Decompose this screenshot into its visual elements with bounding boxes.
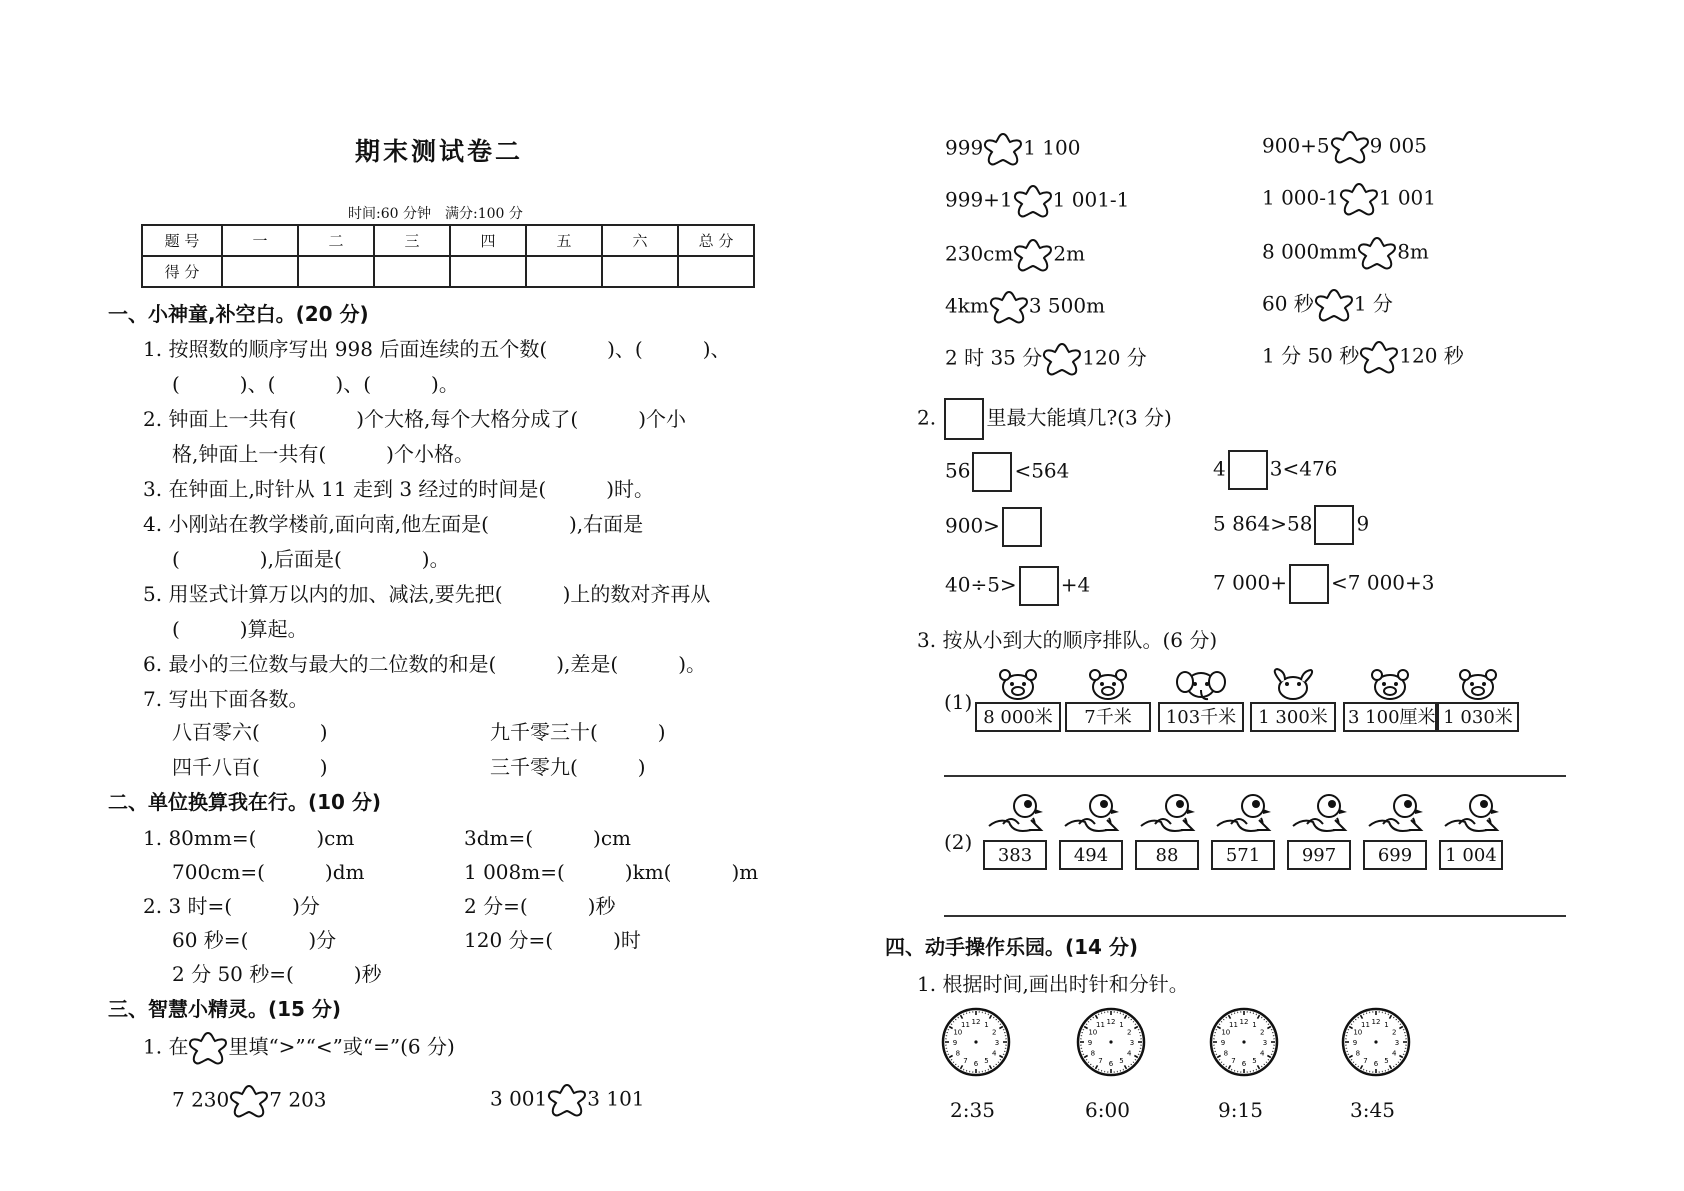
svg-text:6: 6 xyxy=(1108,1060,1114,1068)
svg-text:5: 5 xyxy=(1252,1057,1257,1066)
conversion-item: 2. 3 时=( )分 xyxy=(143,894,320,918)
pig-icon xyxy=(1452,668,1504,702)
time-label: 6:00 xyxy=(1085,1098,1130,1122)
score-header-cell: 三 xyxy=(374,225,450,256)
compare-right: 1 100 xyxy=(1023,135,1081,160)
elephant-icon xyxy=(1175,668,1227,702)
box-left: 40÷5> xyxy=(945,572,1017,597)
score-header-cell: 一 xyxy=(222,225,298,256)
question-line: 格,钟面上一共有( )个小格。 xyxy=(172,442,474,466)
number-label: 88 xyxy=(1135,840,1199,870)
compare-item xyxy=(945,131,1080,167)
answer-box[interactable] xyxy=(1228,450,1268,490)
flower-icon[interactable] xyxy=(1337,181,1381,217)
score-header-cell: 总 分 xyxy=(678,225,754,256)
compare-item xyxy=(1262,287,1393,323)
section1-heading: 一、小神童,补空白。(20 分) xyxy=(108,302,369,326)
svg-text:4: 4 xyxy=(991,1049,997,1058)
bird-card xyxy=(1438,790,1504,870)
svg-text:12: 12 xyxy=(1239,1018,1249,1026)
bird-icon xyxy=(1289,790,1349,840)
compare-right: 7 203 xyxy=(269,1087,327,1112)
compare-item xyxy=(945,183,1129,219)
svg-text:4: 4 xyxy=(1259,1049,1265,1058)
svg-text:12: 12 xyxy=(1371,1018,1381,1026)
box-left: 7 000+ xyxy=(1213,570,1288,595)
bird-icon xyxy=(1137,790,1197,840)
flower-icon[interactable] xyxy=(227,1083,271,1119)
answer-box[interactable] xyxy=(944,398,984,440)
compare-item xyxy=(1262,129,1427,165)
compare-right: 120 秒 xyxy=(1399,343,1464,368)
compare-right: 1 分 xyxy=(1353,291,1393,316)
conversion-item: 700cm=( )dm xyxy=(172,860,365,884)
box-right: 9 xyxy=(1356,511,1370,536)
compare-left: 999+1 xyxy=(945,187,1013,212)
number-label: 494 xyxy=(1059,840,1123,870)
svg-text:11: 11 xyxy=(1361,1020,1370,1029)
score-row-label: 得 分 xyxy=(142,256,222,287)
conversion-item: 2 分 50 秒=( )秒 xyxy=(172,962,382,986)
svg-text:10: 10 xyxy=(1221,1028,1231,1037)
order-label-1: (1) xyxy=(944,690,973,714)
answer-box[interactable] xyxy=(1002,507,1042,547)
score-header-cell: 四 xyxy=(450,225,526,256)
svg-text:9: 9 xyxy=(1087,1039,1093,1047)
compare-left: 230cm xyxy=(945,241,1014,266)
conversion-item: 120 分=( )时 xyxy=(464,928,641,952)
distance-label: 8 000米 xyxy=(975,702,1061,732)
box-left: 56 xyxy=(945,458,971,483)
flower-icon[interactable] xyxy=(1357,339,1401,375)
distance-label: 3 100厘米 xyxy=(1343,702,1437,732)
compare-right: 3 500m xyxy=(1028,293,1106,318)
conversion-item: 3dm=( )cm xyxy=(464,826,632,850)
box-left: 4 xyxy=(1213,456,1226,481)
number-label: 383 xyxy=(983,840,1047,870)
compare-left: 4km xyxy=(945,293,989,318)
svg-text:7: 7 xyxy=(1098,1057,1103,1066)
bird-card xyxy=(1134,790,1200,870)
flower-icon[interactable] xyxy=(1011,183,1055,219)
bird-card xyxy=(1362,790,1428,870)
animal-card xyxy=(1343,668,1437,732)
animal-card xyxy=(1065,668,1151,732)
svg-text:3: 3 xyxy=(1262,1039,1268,1047)
bird-icon xyxy=(985,790,1045,840)
bird-icon xyxy=(1441,790,1501,840)
compare-right: 2m xyxy=(1053,241,1086,266)
bird-card xyxy=(982,790,1048,870)
svg-text:12: 12 xyxy=(971,1018,981,1026)
animal-card xyxy=(1437,668,1519,732)
question-text: 里最大能填几?(3 分) xyxy=(986,405,1172,430)
box-item xyxy=(945,507,1044,547)
question-line: 3. 在钟面上,时针从 11 走到 3 经过的时间是( )时。 xyxy=(143,477,655,501)
svg-text:5: 5 xyxy=(1384,1057,1389,1066)
flower-icon[interactable] xyxy=(545,1082,589,1118)
box-left: 900> xyxy=(945,513,1000,538)
box-left: 5 864>58 xyxy=(1213,511,1313,536)
question-number: 2. xyxy=(917,405,937,430)
flower-icon[interactable] xyxy=(1312,287,1356,323)
flower-icon[interactable] xyxy=(1011,237,1055,273)
svg-text:12: 12 xyxy=(1106,1018,1116,1026)
sheep-icon xyxy=(1364,668,1416,702)
section4-heading: 四、动手操作乐园。(14 分) xyxy=(885,935,1139,959)
question-3-instruction: 3. 按从小到大的顺序排队。(6 分) xyxy=(917,628,1218,652)
question-line: ( ),后面是( )。 xyxy=(172,547,450,571)
score-header-cell: 六 xyxy=(602,225,678,256)
distance-label: 1 030米 xyxy=(1437,702,1519,732)
score-cell[interactable] xyxy=(526,256,602,287)
pig-icon xyxy=(992,668,1044,702)
question-line: 2. 钟面上一共有( )个大格,每个大格分成了( )个小 xyxy=(143,407,687,431)
svg-text:3: 3 xyxy=(1129,1039,1135,1047)
number-label: 571 xyxy=(1211,840,1275,870)
score-cell[interactable] xyxy=(374,256,450,287)
bear-icon xyxy=(1082,668,1134,702)
question-line: 1. 按照数的顺序写出 998 后面连续的五个数( )、( )、 xyxy=(143,337,731,361)
svg-text:9: 9 xyxy=(1352,1039,1358,1047)
flower-icon[interactable] xyxy=(981,131,1025,167)
clock-face[interactable] xyxy=(1340,1006,1412,1078)
svg-text:6: 6 xyxy=(973,1060,979,1068)
bird-icon xyxy=(1365,790,1425,840)
compare-left: 1 分 50 秒 xyxy=(1262,343,1360,368)
number-item: 四千八百( ) xyxy=(172,755,328,779)
question-line: 5. 用竖式计算万以内的加、减法,要先把( )上的数对齐再从 xyxy=(143,582,711,606)
svg-text:8: 8 xyxy=(1223,1049,1229,1058)
score-header-cell: 五 xyxy=(526,225,602,256)
dog-icon xyxy=(1267,668,1319,702)
svg-text:11: 11 xyxy=(1229,1020,1238,1029)
number-label: 1 004 xyxy=(1439,840,1503,870)
score-header-cell: 二 xyxy=(298,225,374,256)
question-line: 1. 根据时间,画出时针和分针。 xyxy=(917,972,1189,996)
svg-text:1: 1 xyxy=(1384,1020,1389,1029)
time-label: 9:15 xyxy=(1218,1098,1263,1122)
exam-info: 时间:60 分钟 满分:100 分 xyxy=(348,206,523,222)
compare-right: 120 分 xyxy=(1082,345,1147,370)
svg-text:9: 9 xyxy=(1220,1039,1226,1047)
number-item: 八百零六( ) xyxy=(172,720,328,744)
answer-box[interactable] xyxy=(1314,505,1354,545)
clock-face[interactable] xyxy=(1208,1006,1280,1078)
compare-left: 900+5 xyxy=(1262,133,1330,158)
compare-right: 1 001 xyxy=(1378,185,1437,210)
svg-text:5: 5 xyxy=(1119,1057,1124,1066)
flower-icon[interactable] xyxy=(1040,341,1084,377)
bird-card xyxy=(1286,790,1352,870)
compare-item xyxy=(490,1082,645,1118)
bird-icon xyxy=(1061,790,1121,840)
conversion-item: 2 分=( )秒 xyxy=(464,894,616,918)
compare-item xyxy=(945,289,1105,325)
animal-card xyxy=(1158,668,1244,732)
svg-text:9: 9 xyxy=(952,1039,958,1047)
svg-text:7: 7 xyxy=(1363,1057,1368,1066)
number-item: 九千零三十( ) xyxy=(490,720,666,744)
flower-icon[interactable] xyxy=(1355,235,1399,271)
section2-heading: 二、单位换算我在行。(10 分) xyxy=(108,790,382,814)
score-cell[interactable] xyxy=(678,256,754,287)
svg-text:8: 8 xyxy=(1090,1049,1096,1058)
box-right: <564 xyxy=(1014,458,1070,483)
svg-text:8: 8 xyxy=(1355,1049,1361,1058)
compare-left: 7 230 xyxy=(172,1087,230,1112)
answer-box[interactable] xyxy=(1019,566,1059,606)
svg-text:2: 2 xyxy=(991,1028,997,1037)
score-header-cell: 题 号 xyxy=(142,225,222,256)
svg-text:2: 2 xyxy=(1259,1028,1265,1037)
svg-text:5: 5 xyxy=(984,1057,989,1066)
box-item xyxy=(1213,450,1337,490)
compare-left: 999 xyxy=(945,135,984,160)
clock-face[interactable] xyxy=(1075,1006,1147,1078)
time-label: 3:45 xyxy=(1350,1098,1395,1122)
bird-icon xyxy=(1213,790,1273,840)
clock-face[interactable] xyxy=(940,1006,1012,1078)
score-table xyxy=(141,224,755,288)
question-line: ( )、( )、( )。 xyxy=(172,372,459,396)
box-item xyxy=(945,566,1090,606)
question-line: 7. 写出下面各数。 xyxy=(143,687,309,711)
svg-text:4: 4 xyxy=(1391,1049,1397,1058)
svg-text:1: 1 xyxy=(1252,1020,1257,1029)
svg-text:1: 1 xyxy=(984,1020,989,1029)
compare-item xyxy=(1262,339,1464,375)
compare-item xyxy=(1262,235,1429,271)
question-2-instruction xyxy=(917,398,1172,440)
animal-card xyxy=(975,668,1061,732)
distance-label: 1 300米 xyxy=(1250,702,1336,732)
order-label-2: (2) xyxy=(944,830,973,854)
bird-card xyxy=(1210,790,1276,870)
box-item xyxy=(945,452,1069,492)
flower-icon xyxy=(186,1030,230,1066)
svg-text:2: 2 xyxy=(1391,1028,1397,1037)
svg-text:8: 8 xyxy=(955,1049,961,1058)
box-right: <7 000+3 xyxy=(1331,570,1435,595)
number-label: 997 xyxy=(1287,840,1351,870)
box-item xyxy=(1213,505,1369,545)
answer-line[interactable] xyxy=(944,775,1566,777)
score-cell[interactable] xyxy=(450,256,526,287)
compare-right: 9 005 xyxy=(1369,133,1427,158)
section3-heading: 三、智慧小精灵。(15 分) xyxy=(108,997,342,1021)
time-label: 2:35 xyxy=(950,1098,995,1122)
animal-card xyxy=(1250,668,1336,732)
box-right: 3<476 xyxy=(1269,456,1338,481)
score-cell[interactable] xyxy=(298,256,374,287)
answer-line[interactable] xyxy=(944,915,1566,917)
score-cell[interactable] xyxy=(602,256,678,287)
instruction-prefix: 1. 在 xyxy=(143,1034,189,1059)
compare-left: 8 000mm xyxy=(1262,239,1358,264)
question-line: ( )算起。 xyxy=(172,617,308,641)
compare-item xyxy=(1262,181,1436,217)
bird-card xyxy=(1058,790,1124,870)
svg-text:7: 7 xyxy=(963,1057,968,1066)
compare-left: 2 时 35 分 xyxy=(945,345,1043,370)
flower-icon[interactable] xyxy=(1328,129,1372,165)
compare-right: 3 101 xyxy=(587,1086,645,1111)
compare-right: 8m xyxy=(1397,239,1429,264)
svg-text:6: 6 xyxy=(1373,1060,1379,1068)
conversion-item: 60 秒=( )分 xyxy=(172,928,337,952)
svg-text:11: 11 xyxy=(1096,1020,1105,1029)
question-line: 6. 最小的三位数与最大的二位数的和是( ),差是( )。 xyxy=(143,652,707,676)
svg-text:10: 10 xyxy=(1353,1028,1363,1037)
answer-box[interactable] xyxy=(1289,564,1329,604)
svg-text:10: 10 xyxy=(1088,1028,1098,1037)
compare-item xyxy=(945,237,1085,273)
compare-item xyxy=(945,341,1147,377)
answer-box[interactable] xyxy=(972,452,1012,492)
svg-text:2: 2 xyxy=(1126,1028,1132,1037)
number-label: 699 xyxy=(1363,840,1427,870)
conversion-item: 1. 80mm=( )cm xyxy=(143,826,355,850)
svg-text:3: 3 xyxy=(994,1039,1000,1047)
flower-icon[interactable] xyxy=(987,289,1031,325)
score-cell[interactable] xyxy=(222,256,298,287)
conversion-item: 1 008m=( )km( )m xyxy=(464,860,759,884)
compare-left: 60 秒 xyxy=(1262,291,1314,316)
box-item xyxy=(1213,564,1435,604)
instruction-suffix: 里填“>”“<”或“=”(6 分) xyxy=(228,1034,455,1059)
compare-right: 1 001-1 xyxy=(1052,187,1130,212)
page-title: 期末测试卷二 xyxy=(355,137,524,166)
question-1-instruction xyxy=(143,1030,455,1066)
svg-text:11: 11 xyxy=(961,1020,970,1029)
number-item: 三千零九( ) xyxy=(490,755,646,779)
svg-text:10: 10 xyxy=(953,1028,963,1037)
svg-text:6: 6 xyxy=(1241,1060,1247,1068)
compare-item xyxy=(172,1083,327,1119)
svg-text:4: 4 xyxy=(1126,1049,1132,1058)
svg-text:1: 1 xyxy=(1119,1020,1124,1029)
distance-label: 103千米 xyxy=(1158,702,1244,732)
question-line: 4. 小刚站在教学楼前,面向南,他左面是( ),右面是 xyxy=(143,512,644,536)
svg-text:7: 7 xyxy=(1231,1057,1236,1066)
box-right: +4 xyxy=(1060,572,1091,597)
distance-label: 7千米 xyxy=(1065,702,1151,732)
compare-left: 3 001 xyxy=(490,1086,548,1111)
compare-left: 1 000-1 xyxy=(1262,185,1339,210)
svg-text:3: 3 xyxy=(1394,1039,1400,1047)
